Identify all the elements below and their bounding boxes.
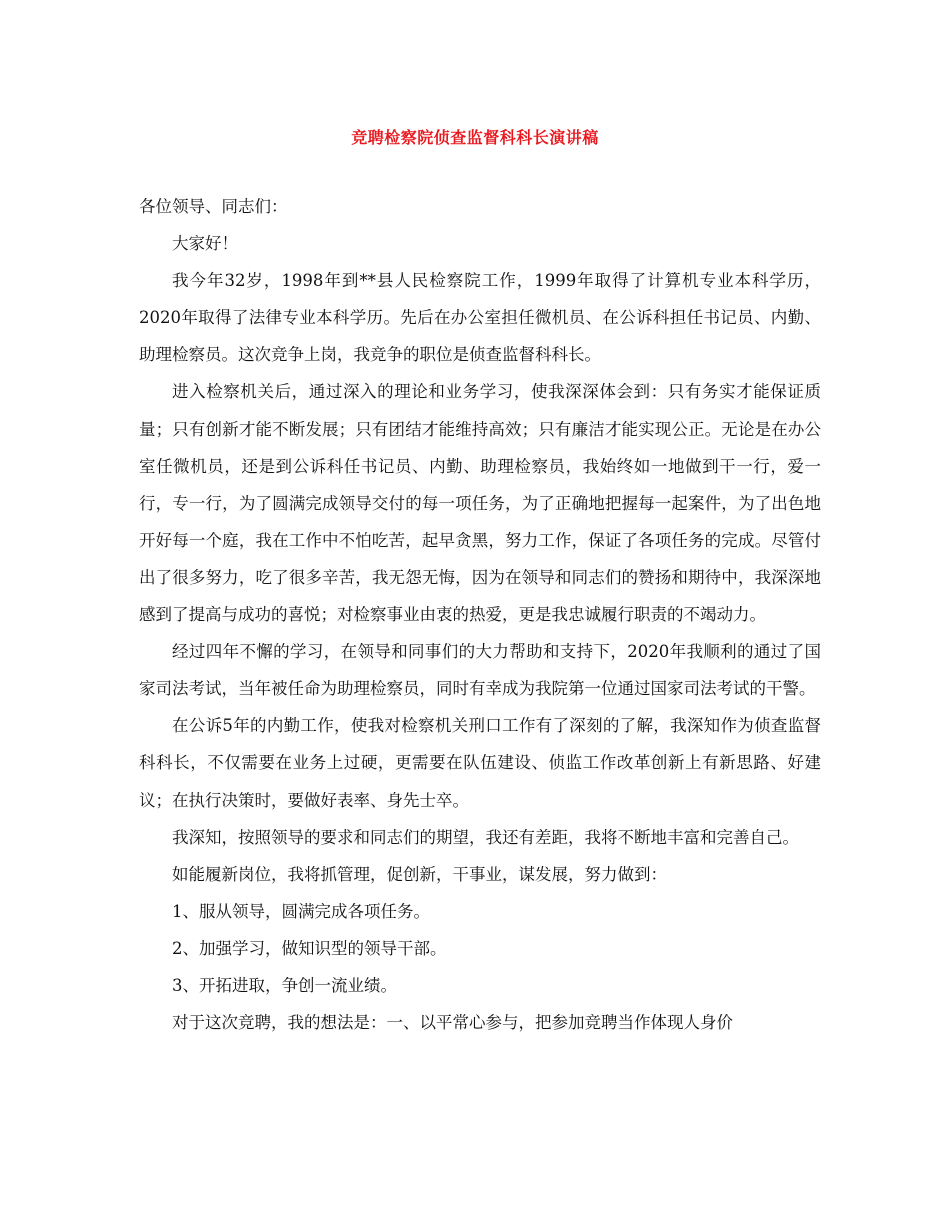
paragraph-competition-attitude: 对于这次竞聘，我的想法是：一、以平常心参与，把参加竞聘当作体现人身价 — [172, 1013, 733, 1033]
list-item-2: 2、加强学习，做知识型的领导干部。 — [172, 938, 447, 958]
salutation: 各位领导、同志们： — [139, 197, 288, 216]
paragraph-position-understanding: 在公诉5年的内勤工作，使我对检察机关刑口工作有了深刻的了解，我深知作为侦查监督科科长，不仅需要在业务上过硬，更需要在队伍建设、侦监工作改革创新上有新思路、好建议；在执行决策时，要做好表率、身先士卒。 — [139, 716, 821, 810]
document-body — [139, 188, 821, 1041]
document-title: 竞聘检察院侦查监督科科长演讲稿 — [351, 128, 599, 147]
list-item-3: 3、开拓进取，争创一流业绩。 — [172, 975, 397, 995]
paragraph-work-experience: 进入检察机关后，通过深入的理论和业务学习，使我深深体会到：只有务实才能保证质量；只有创新才能不断发展；只有团结才能维持高效；只有廉洁才能实现公正。无论是在办公室任微机员，还是到公诉科任书记员、内勤、助理检察员，我始终如一地做到干一行，爱一行，专一行，为了圆满完成领导交付的每一项任务，为了正确地把握每一起案件，为了出色地开好每一个庭，我在工作中不怕吃苦，起早贪黑，努力工作，保证了各项任务的完成。尽管付出了很多努力，吃了很多辛苦，我无怨无悔，因为在领导和同志们的赞扬和期待中，我深深地感到了提高与成功的喜悦；对检察事业由衷的热爱，更是我忠诚履行职责的不竭动力。 — [139, 382, 821, 625]
paragraph-judicial-exam: 经过四年不懈的学习，在领导和同事们的大力帮助和支持下，2020年我顺利的通过了国家司法考试，当年被任命为助理检察员，同时有幸成为我院第一位通过国家司法考试的干警。 — [139, 642, 821, 699]
paragraph-greeting: 大家好！ — [172, 234, 238, 254]
paragraph-commitment-intro: 如能履新岗位，我将抓管理，促创新，干事业，谋发展，努力做到： — [172, 864, 667, 884]
paragraph-self-improvement: 我深知，按照领导的要求和同志们的期望，我还有差距，我将不断地丰富和完善自己。 — [172, 827, 799, 847]
paragraph-self-introduction: 我今年32岁，1998年到**县人民检察院工作，1999年取得了计算机专业本科学历，2020年取得了法律专业本科学历。先后在办公室担任微机员、在公诉科担任书记员、内勤、助理检察员。这次竞争上岗，我竞争的职位是侦查监督科科长。 — [139, 271, 821, 365]
list-item-1: 1、服从领导，圆满完成各项任务。 — [172, 901, 430, 921]
